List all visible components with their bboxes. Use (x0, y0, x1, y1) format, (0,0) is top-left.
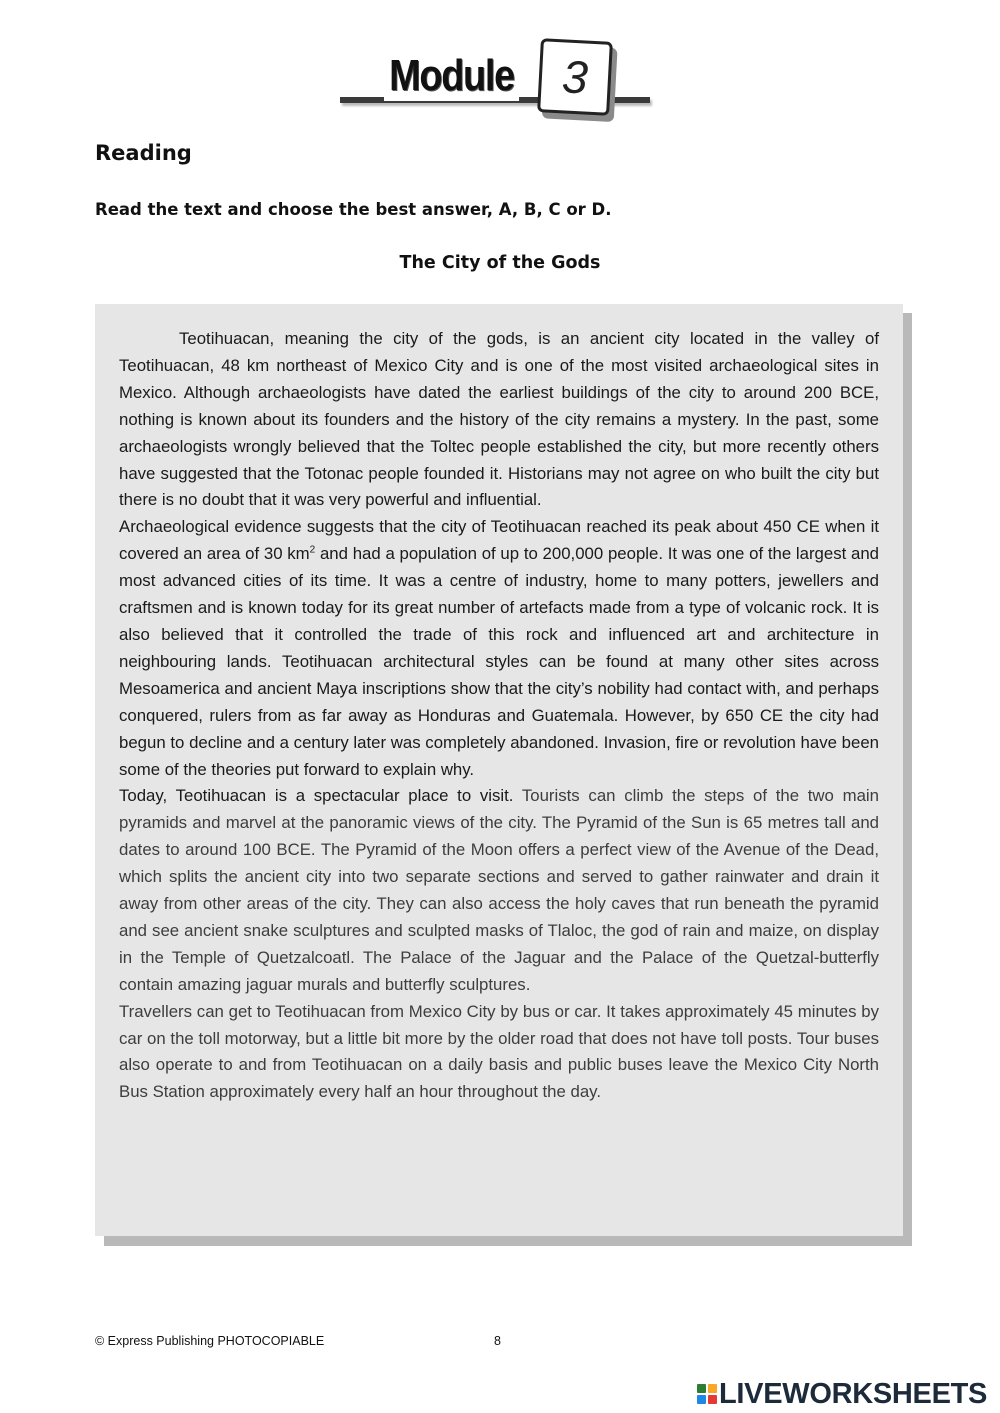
module-header (340, 40, 652, 120)
paragraph-4: Travellers can get to Teotihuacan from Mexico City by bus or car. It takes approximately 45 minutes by car on the toll motorway, but a little bit more by the older road that does not have toll posts. Tour buses also operate to and from Teotihuacan on a daily basis and public buses leave the Mexico City North Bus Station approximately every half an hour throughout the day. (119, 1001, 879, 1102)
page-number: 8 (494, 1334, 501, 1348)
module-number-box (537, 38, 613, 116)
paragraph-1: Teotihuacan, meaning the city of the gods, is an ancient city located in the valley of Teotihuacan, 48 km northeast of Mexico City and is one of the most visited archaeological sites in Mexico. Although archaeologists have dated the earliest buildings of the city to around 200 BCE, nothing is known about its founders and the history of the city remains a mystery. In the past, some archaeologists wrongly believed that the Toltec people established the city, but more recently others have suggested that the Totonac people founded it. Historians may not agree on who built the city but there is no doubt that it was very powerful and influential. (119, 329, 879, 510)
paragraph-3 (119, 783, 879, 998)
paragraph-3-lead: Today, Teotihuacan is a spectacular place to visit. (119, 786, 514, 806)
passage-title: The City of the Gods (399, 253, 601, 273)
section-title: Reading (95, 141, 192, 165)
superscript-2: 2 (309, 544, 316, 556)
liveworksheets-logo-icon (697, 1384, 717, 1404)
footer-copyright: © Express Publishing PHOTOCOPIABLE (95, 1334, 325, 1348)
paragraph-2-part-1: Archaeological evidence suggests that the city of Teotihuacan reached its peak about 450 CE when it covered an area of 30 km (119, 517, 879, 564)
passage-box (95, 304, 903, 1236)
paragraph-3-rest: Tourists can climb the steps of the two main pyramids and marvel at the panoramic views of the city. The Pyramid of the Sun is 65 metres tall and dates to around 100 BCE. The Pyramid of the Moon offers a perfect view of the Avenue of the Dead, which splits the ancient city into two separate sections and served to gather rainwater and drain it away from other areas of the city. They can also access the holy caves that run beneath the pyramid and see ancient snake sculptures and sculpted masks of Tlaloc, the god of rain and maize, on display in the Temple of Quetzalcoatl. The Palace of the Jaguar and the Palace of the Quetzal-butterfly contain amazing jaguar murals and butterfly sculptures. (119, 786, 879, 994)
instruction: Read the text and choose the best answer, A, B, C or D. (95, 200, 612, 219)
paragraph-2 (119, 514, 879, 783)
module-title: Module (384, 51, 519, 101)
paragraph-2-part-2: and had a population of up to 200,000 people. It was one of the largest and most advanced cities of its time. It was a centre of industry, home to many potters, jewellers and craftsmen and is known today for its great number of artefacts made from a type of volcanic rock. It is also believed that it controlled the trade of this rock and influenced art and architecture in neighbouring lands. Teotihuacan architectural styles can be found at many other sites across Mesoamerica and ancient Maya inscriptions show that the city’s nobility had contact with, and perhaps conquered, rulers from as far away as Honduras and Guatemala. However, by 650 CE the city had begun to decline and a century later was completely abandoned. Invasion, fire or revolution have been some of the theories put forward to explain why. (119, 544, 880, 779)
liveworksheets-brand[interactable] (697, 1376, 987, 1412)
brand-name: LIVEWORKSHEETS (719, 1377, 988, 1410)
module-number: 3 (560, 50, 590, 104)
